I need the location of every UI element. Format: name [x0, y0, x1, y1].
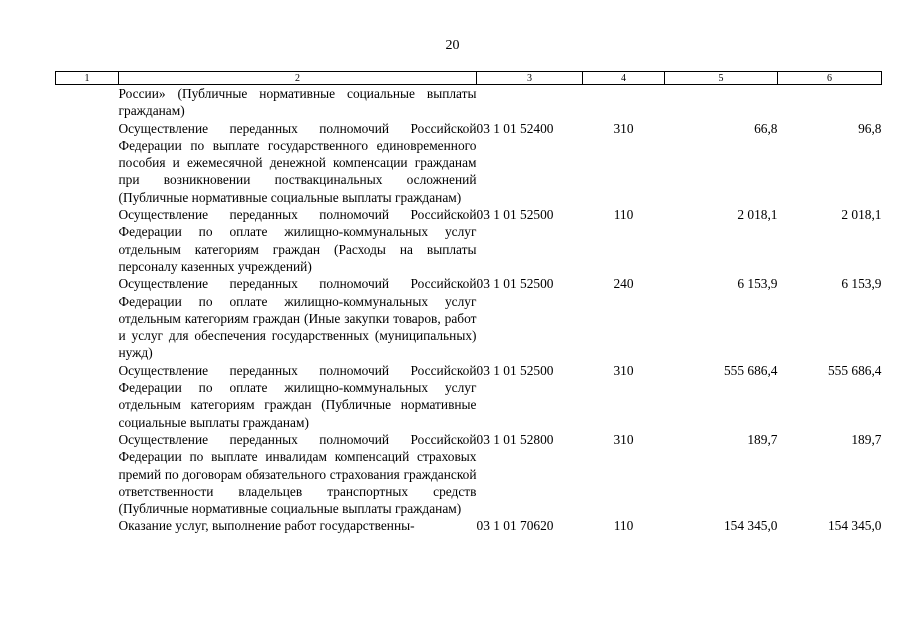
row-value-6: 96,8: [858, 120, 882, 136]
table-body: [56, 85, 882, 535]
table-row: [56, 431, 882, 517]
row-type: 310: [613, 120, 634, 136]
row-index-cell: [56, 431, 119, 517]
row-value-5: [665, 85, 778, 120]
budget-table: [55, 71, 882, 535]
column-header-5: 5: [665, 72, 778, 85]
row-type: 110: [613, 207, 634, 223]
table-row: [56, 362, 882, 431]
row-value-6: 154 345,0: [827, 518, 882, 534]
table-header: [56, 72, 882, 85]
row-value-5: 154 345,0: [723, 518, 778, 534]
row-type: [583, 85, 665, 120]
row-type: 110: [613, 518, 634, 534]
row-value-5: 6 153,9: [737, 276, 778, 292]
row-code: 03 1 01 52500: [476, 276, 554, 292]
row-name: Осуществление переданных полномочий Российской Федерации по выплате инвалидам компенсаций страховых премий по договорам обязательного страхования гражданской ответственности владельцев транспортных средств (Публичные нормативные социальные выплаты гражданам): [118, 431, 477, 517]
column-header-3: 3: [477, 72, 583, 85]
row-name: Осуществление переданных полномочий Российской Федерации по выплате государственного единовременного пособия и ежемесячной денежной компенсации гражданам при возникновении поствакцинальных осложнений (Публичные нормативные социальные выплаты гражданам): [118, 120, 477, 205]
header-row: [56, 72, 882, 85]
table-row: [56, 85, 882, 120]
row-index-cell: [56, 362, 119, 431]
row-value-6: 2 018,1: [841, 207, 882, 223]
row-code: [477, 85, 583, 120]
row-value-5: 2 018,1: [737, 207, 778, 223]
row-type: 310: [613, 431, 634, 447]
row-code: 03 1 01 70620: [476, 518, 554, 534]
table-row: [56, 120, 882, 206]
row-type: 310: [613, 362, 634, 378]
row-name: Осуществление переданных полномочий Российской Федерации по оплате жилищно-коммунальных услуг отдельным категориям граждан (Иные закупки товаров, работ и услуг для обеспечения государственных (муниципальных) нужд): [118, 276, 477, 361]
row-code: 03 1 01 52500: [476, 207, 554, 223]
row-type: 240: [613, 276, 634, 292]
row-value-5: 66,8: [754, 120, 778, 136]
row-name: Осуществление переданных полномочий Российской Федерации по оплате жилищно-коммунальных услуг отдельным категориям граждан (Публичные нормативные социальные выплаты гражданам): [118, 362, 477, 430]
row-name: России» (Публичные нормативные социальные выплаты гражданам): [118, 86, 477, 119]
row-name: Осуществление переданных полномочий Российской Федерации по оплате жилищно-коммунальных услуг отдельным категориям граждан (Расходы на выплаты персоналу казенных учреждений): [118, 207, 477, 274]
row-value-6: 555 686,4: [827, 362, 882, 378]
row-value-6: [778, 85, 882, 120]
row-code: 03 1 01 52500: [476, 362, 554, 378]
row-index-cell: [56, 85, 119, 120]
table-row: [56, 275, 882, 361]
column-header-2: 2: [119, 72, 477, 85]
column-header-6: 6: [778, 72, 882, 85]
row-value-5: 555 686,4: [723, 362, 778, 378]
row-code: 03 1 01 52400: [476, 120, 554, 136]
row-index-cell: [56, 120, 119, 206]
row-code: 03 1 01 52800: [476, 431, 554, 447]
column-header-1: 1: [56, 72, 119, 85]
row-value-6: 6 153,9: [841, 276, 882, 292]
row-name: Оказание услуг, выполнение работ государственны-: [118, 518, 415, 534]
page-number: 20: [445, 38, 460, 53]
table-row: [56, 206, 882, 275]
row-index-cell: [56, 206, 119, 275]
row-value-5: 189,7: [747, 431, 778, 447]
column-header-4: 4: [583, 72, 665, 85]
table-row: [56, 517, 882, 534]
row-index-cell: [56, 275, 119, 361]
row-value-6: 189,7: [851, 431, 882, 447]
row-index-cell: [56, 517, 119, 534]
